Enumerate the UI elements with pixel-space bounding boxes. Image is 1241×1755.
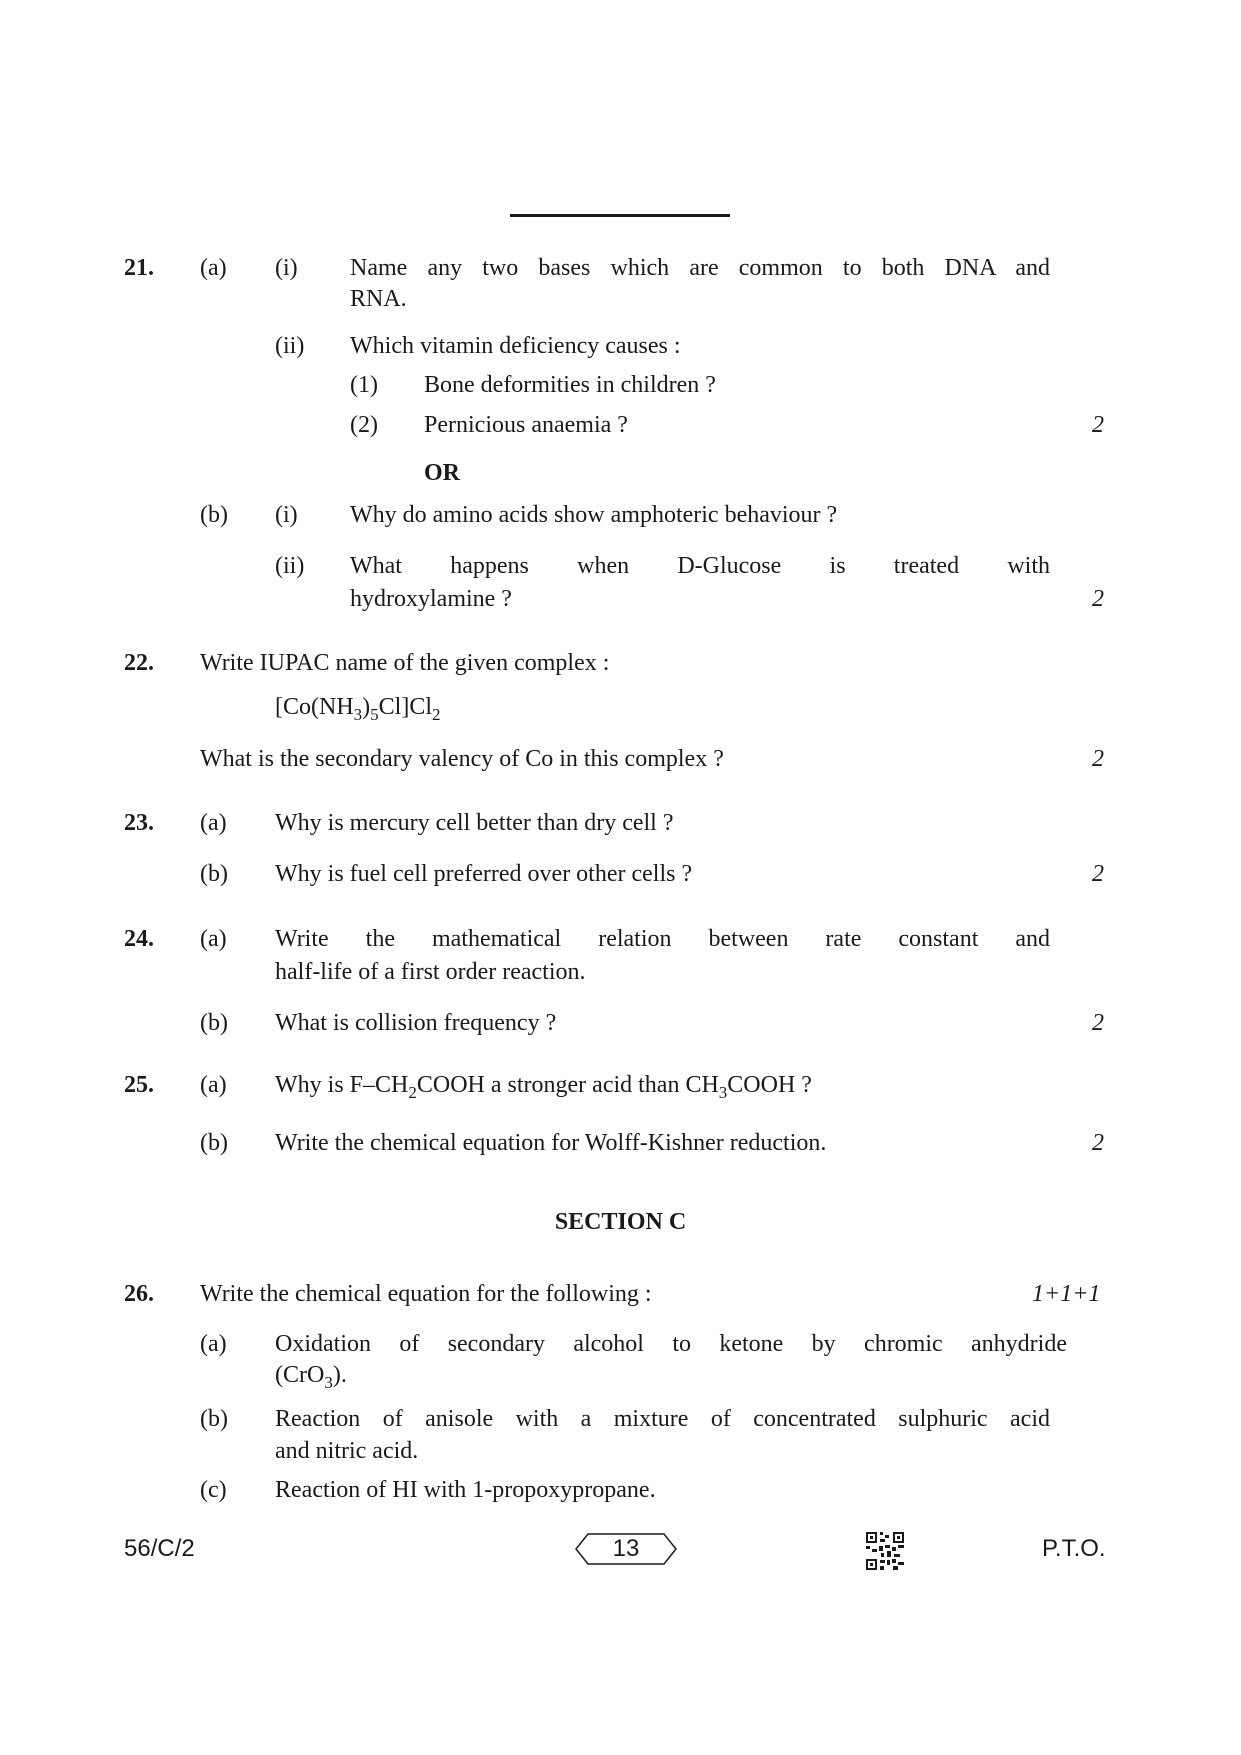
q21-b-ii-label: (ii) xyxy=(275,553,305,579)
q21-a-i-line2: RNA. xyxy=(350,286,407,312)
q24-b-label: (b) xyxy=(200,1010,228,1036)
q23-a-text: Why is mercury cell better than dry cell ? xyxy=(275,810,674,836)
q23-b-text: Why is fuel cell preferred over other cells ? xyxy=(275,861,693,887)
q21-a-marks: 2 xyxy=(1092,412,1104,438)
q21-or: OR xyxy=(424,460,460,486)
q22-text: Write IUPAC name of the given complex : xyxy=(200,650,610,676)
q21-a-ii-2-label: (2) xyxy=(350,412,378,438)
q26-a-line2: (CrO$_3$). xyxy=(275,1362,347,1392)
q22-number: 22. xyxy=(124,650,154,676)
q26-text: Write the chemical equation for the following : xyxy=(200,1281,652,1307)
q21-a-ii-2-text: Pernicious anaemia ? xyxy=(424,412,628,438)
q21-a-ii-1-text: Bone deformities in children ? xyxy=(424,372,716,398)
q24-a-label: (a) xyxy=(200,926,227,952)
paper-code: 56/C/2 xyxy=(124,1535,195,1562)
q21-a-i-label: (i) xyxy=(275,255,298,281)
q22-marks: 2 xyxy=(1092,746,1104,772)
q26-marks: 1+1+1 xyxy=(1032,1281,1101,1307)
q21-a-ii-1-label: (1) xyxy=(350,372,378,398)
q24-a-text xyxy=(275,924,1050,954)
q21-number: 21. xyxy=(124,255,154,281)
q21-b-ii-line1: What happens when D-Glucose is treated with xyxy=(350,553,1050,579)
q21-b-i-text: Why do amino acids show amphoteric behaviour ? xyxy=(350,502,838,528)
q26-a-line1: Oxidation of secondary alcohol to ketone by chromic anhydride xyxy=(275,1331,1067,1357)
top-rule xyxy=(510,214,730,217)
q24-a-line2: half-life of a first order reaction. xyxy=(275,959,586,985)
q21-b-ii-text xyxy=(350,551,1050,581)
q22-formula: $[Co(NH_3)_5Cl]Cl_2$ xyxy=(275,694,441,724)
q25-b-text: Write the chemical equation for Wolff-Kishner reduction. xyxy=(275,1130,827,1156)
q21-a-label: (a) xyxy=(200,255,227,281)
q25-a-text: Why is $F-CH_2COOH$ a stronger acid than $CH_3COOH$ ? xyxy=(275,1072,812,1102)
q21-a-i-text xyxy=(350,253,1050,283)
q21-a-ii-text: Which vitamin deficiency causes : xyxy=(350,333,681,359)
q24-a-line1: Write the mathematical relation between rate constant and xyxy=(275,926,1050,952)
q25-marks: 2 xyxy=(1092,1130,1104,1156)
q26-c-label: (c) xyxy=(200,1477,227,1503)
q24-b-text: What is collision frequency ? xyxy=(275,1010,557,1036)
q22-text2: What is the secondary valency of Co in this complex ? xyxy=(200,746,724,772)
q23-number: 23. xyxy=(124,810,154,836)
page-number-badge xyxy=(574,1532,678,1566)
q24-number: 24. xyxy=(124,926,154,952)
q26-number: 26. xyxy=(124,1281,154,1307)
q25-a-label: (a) xyxy=(200,1072,227,1098)
q21-b-ii-line2: hydroxylamine ? xyxy=(350,586,512,612)
q26-a-text xyxy=(275,1329,1067,1359)
q23-a-label: (a) xyxy=(200,810,227,836)
q25-b-label: (b) xyxy=(200,1130,228,1156)
q26-a-label: (a) xyxy=(200,1331,227,1357)
q26-b-label: (b) xyxy=(200,1406,228,1432)
q26-c-text: Reaction of HI with 1-propoxypropane. xyxy=(275,1477,656,1503)
q24-marks: 2 xyxy=(1092,1010,1104,1036)
pto-label: P.T.O. xyxy=(1042,1535,1106,1562)
page-number: 13 xyxy=(612,1535,640,1562)
q21-b-marks: 2 xyxy=(1092,586,1104,612)
q21-b-i-label: (i) xyxy=(275,502,298,528)
q21-b-label: (b) xyxy=(200,502,228,528)
q23-b-label: (b) xyxy=(200,861,228,887)
q25-number: 25. xyxy=(124,1072,154,1098)
q26-b-text xyxy=(275,1404,1050,1434)
q26-b-line2: and nitric acid. xyxy=(275,1438,419,1464)
q21-a-i-line1: Name any two bases which are common to both DNA and xyxy=(350,255,1050,281)
q26-b-line1: Reaction of anisole with a mixture of concentrated sulphuric acid xyxy=(275,1406,1050,1432)
section-c-heading: SECTION C xyxy=(554,1209,687,1235)
q21-a-ii-label: (ii) xyxy=(275,333,305,359)
qr-code-icon xyxy=(866,1532,904,1570)
q23-marks: 2 xyxy=(1092,861,1104,887)
